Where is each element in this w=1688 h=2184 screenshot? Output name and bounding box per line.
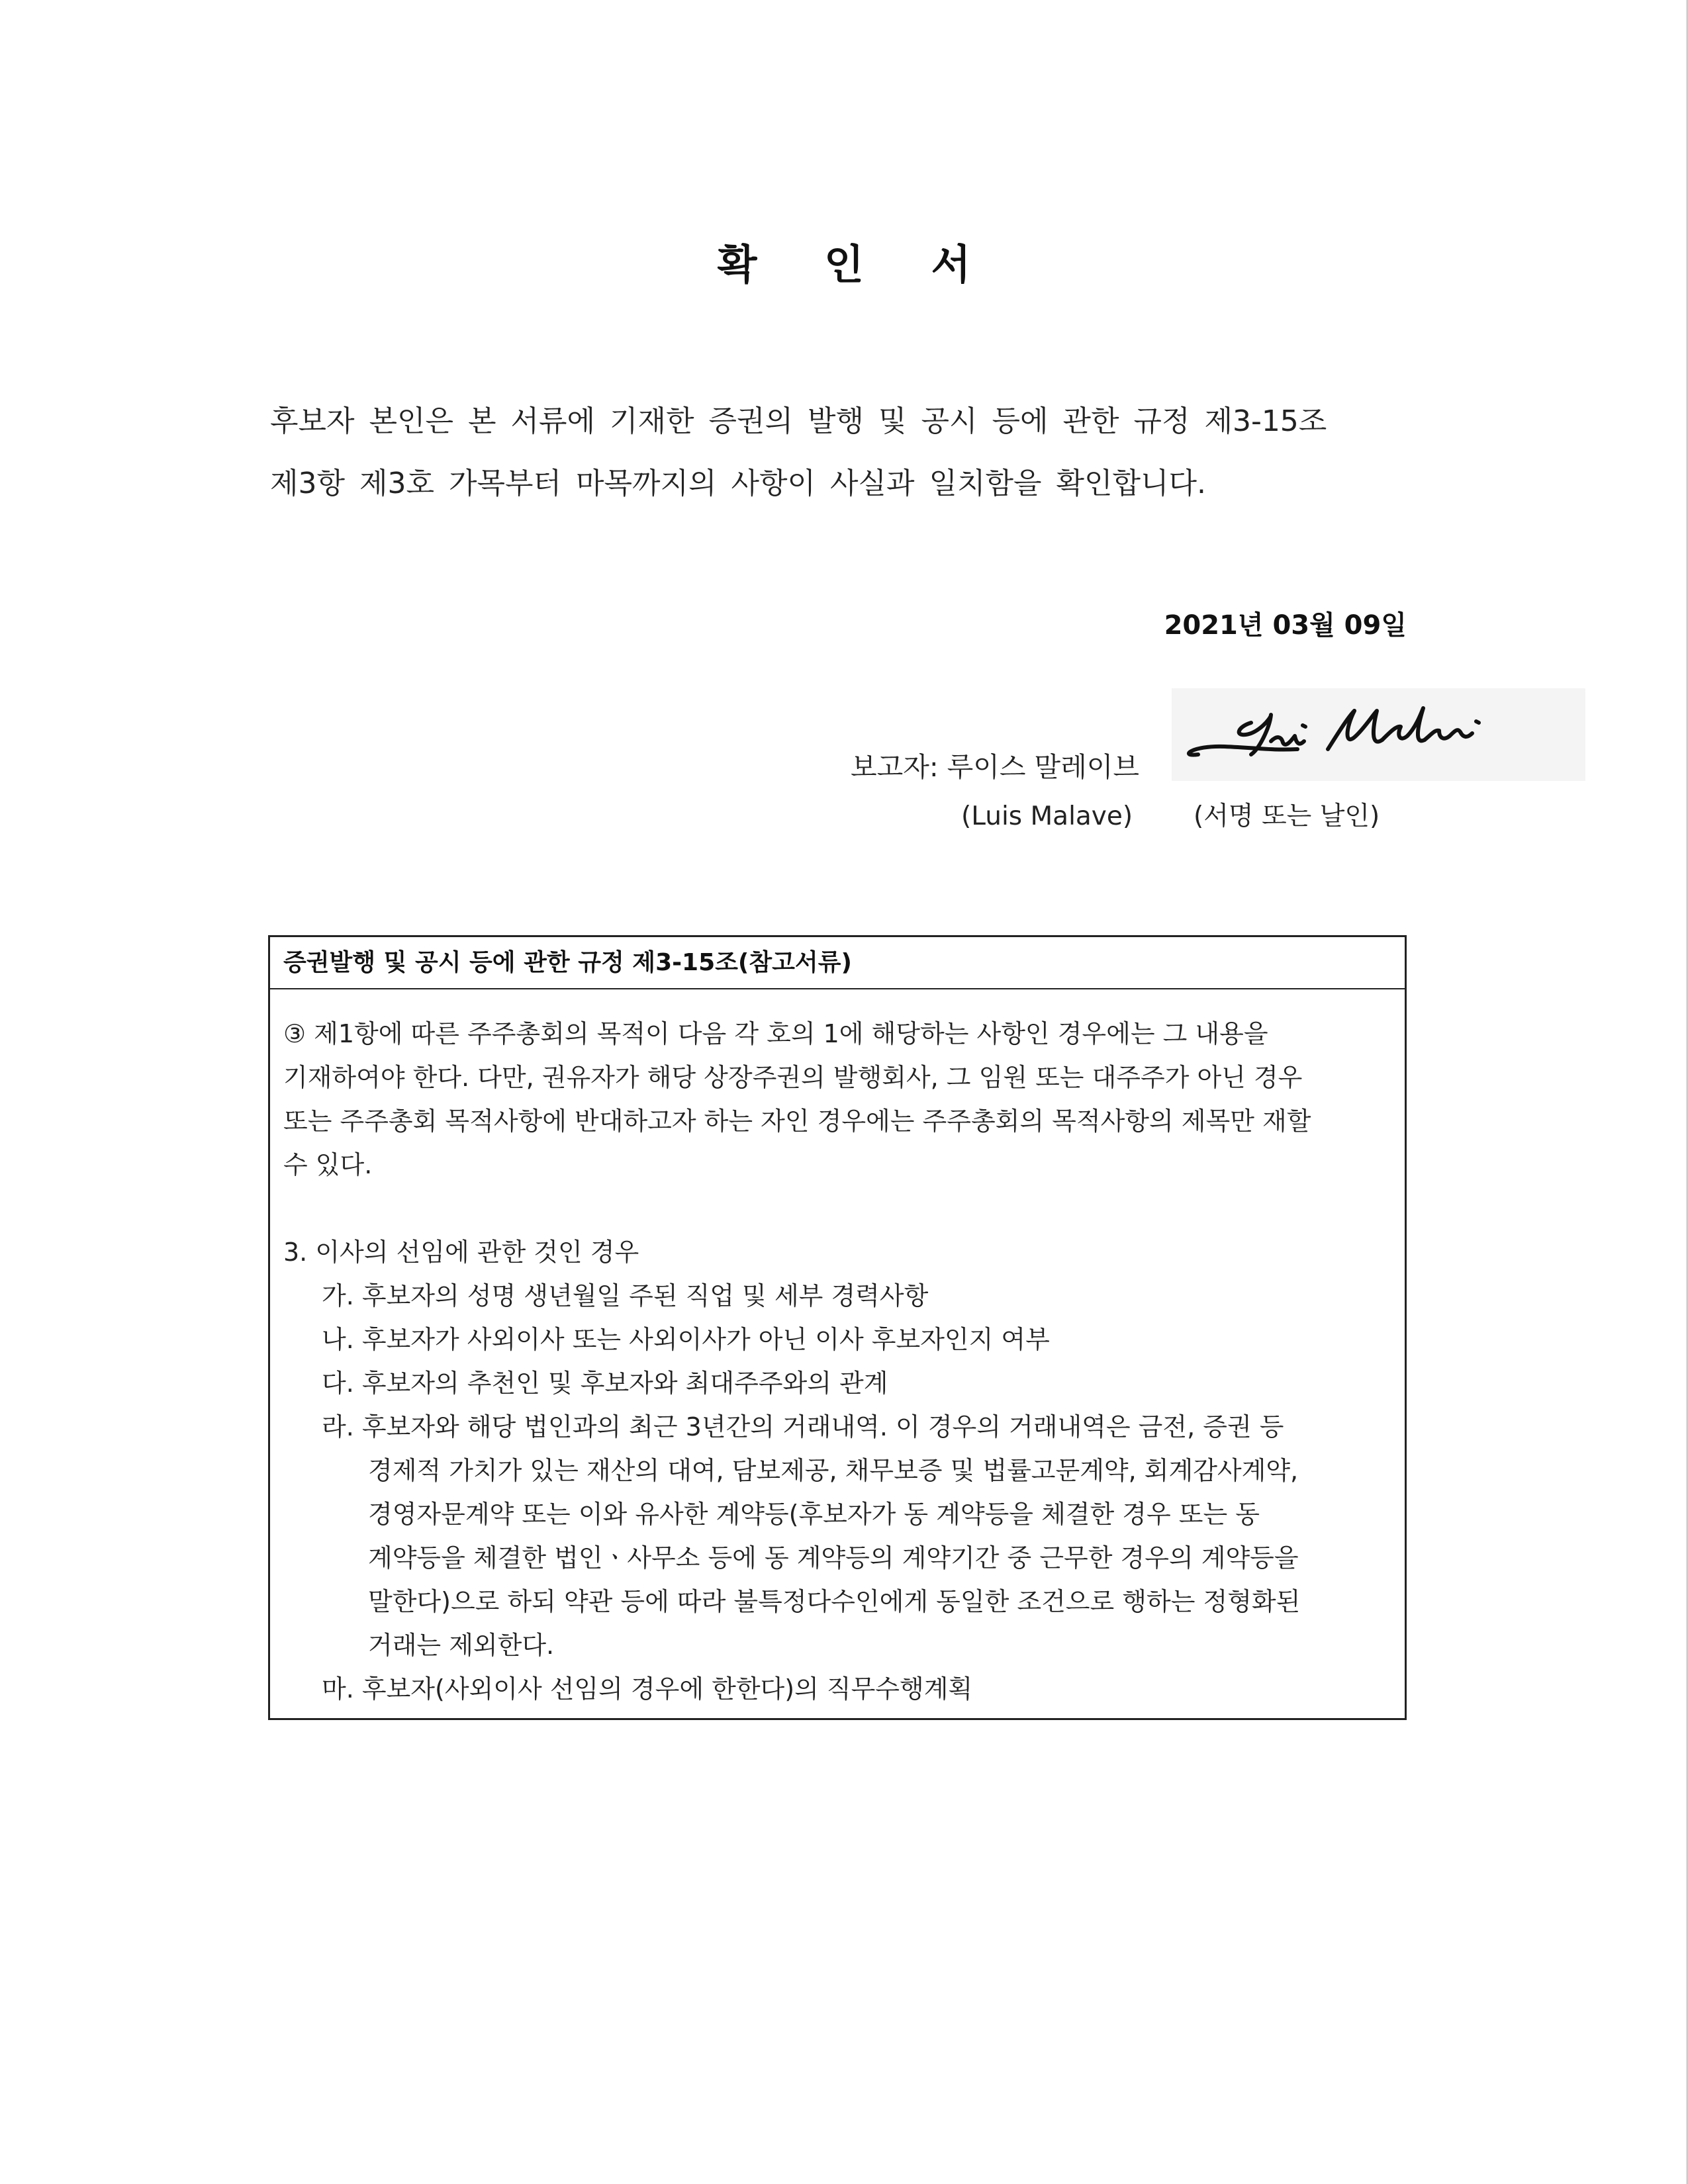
regulation-reference-box — [268, 935, 1407, 1720]
document-title: 확 인 서 — [717, 240, 998, 289]
list-item-da: 다. 후보자의 추천인 및 후보자와 최대주주와의 관계 — [322, 1369, 888, 1398]
signature-note: (서명 또는 날인) — [1194, 801, 1380, 831]
paragraph-line: 수 있다. — [283, 1150, 373, 1179]
statement-line: 제3항 제3호 가목부터 마목까지의 사항이 사실과 일치함을 확인합니다. — [270, 467, 1206, 500]
reference-body — [270, 1012, 1405, 1711]
statement-line: 후보자 본인은 본 서류에 기재한 증권의 발행 및 공시 등에 관한 규정 제3-15조 — [270, 404, 1327, 438]
reporter-english-name: (Luis Malave) — [961, 801, 1133, 831]
list-item-ra-continuation: 말한다)으로 하되 약관 등에 따라 불특정다수인에게 동일한 조건으로 행하는 정형화된 — [368, 1587, 1301, 1616]
list-item-ra: 라. 후보자와 해당 법인과의 최근 3년간의 거래내역. 이 경우의 거래내역은 금전, 증권 등 — [322, 1412, 1284, 1441]
list-item-na: 나. 후보자가 사외이사 또는 사외이사가 아닌 이사 후보자인지 여부 — [322, 1325, 1050, 1354]
reference-header: 증권발행 및 공시 등에 관한 규정 제3-15조(참고서류) — [270, 937, 1405, 989]
signature-image — [1172, 688, 1585, 781]
list-item-ga: 가. 후보자의 성명 생년월일 주된 직업 및 세부 경력사항 — [322, 1281, 929, 1310]
list-item-ra-continuation: 계약등을 체결한 법인ㆍ사무소 등에 동 계약등의 계약기간 중 근무한 경우의 계약등을 — [368, 1543, 1299, 1572]
reference-paragraph — [283, 1012, 1391, 1187]
list-item-ra-continuation: 경제적 가치가 있는 재산의 대여, 담보제공, 채무보증 및 법률고문계약, 회계감사계약, — [368, 1456, 1299, 1485]
paragraph-line: ③ 제1항에 따른 주주총회의 목적이 다음 각 호의 1에 해당하는 사항인 경우에는 그 내용을 — [283, 1019, 1268, 1048]
document-date: 2021년 03월 09일 — [1164, 610, 1407, 641]
paragraph-line: 또는 주주총회 목적사항에 반대하고자 하는 자인 경우에는 주주총회의 목적사항의 제목만 재할 — [283, 1107, 1311, 1136]
list-item-ma: 마. 후보자(사외이사 선임의 경우에 한한다)의 직무수행계획 — [322, 1674, 973, 1704]
list-item-ra-continuation: 경영자문계약 또는 이와 유사한 계약등(후보자가 동 계약등을 체결한 경우 또는 동 — [368, 1500, 1260, 1529]
reporter-name: 보고자: 루이스 말레이브 — [851, 751, 1139, 783]
list-item-ra-continuation: 거래는 제외한다. — [368, 1631, 555, 1660]
section-title: 3. 이사의 선임에 관한 것인 경우 — [283, 1238, 639, 1267]
confirmation-statement — [270, 390, 1415, 515]
paragraph-line: 기재하여야 한다. 다만, 권유자가 해당 상장주권의 발행회사, 그 임원 또는 대주주가 아닌 경우 — [283, 1063, 1303, 1092]
